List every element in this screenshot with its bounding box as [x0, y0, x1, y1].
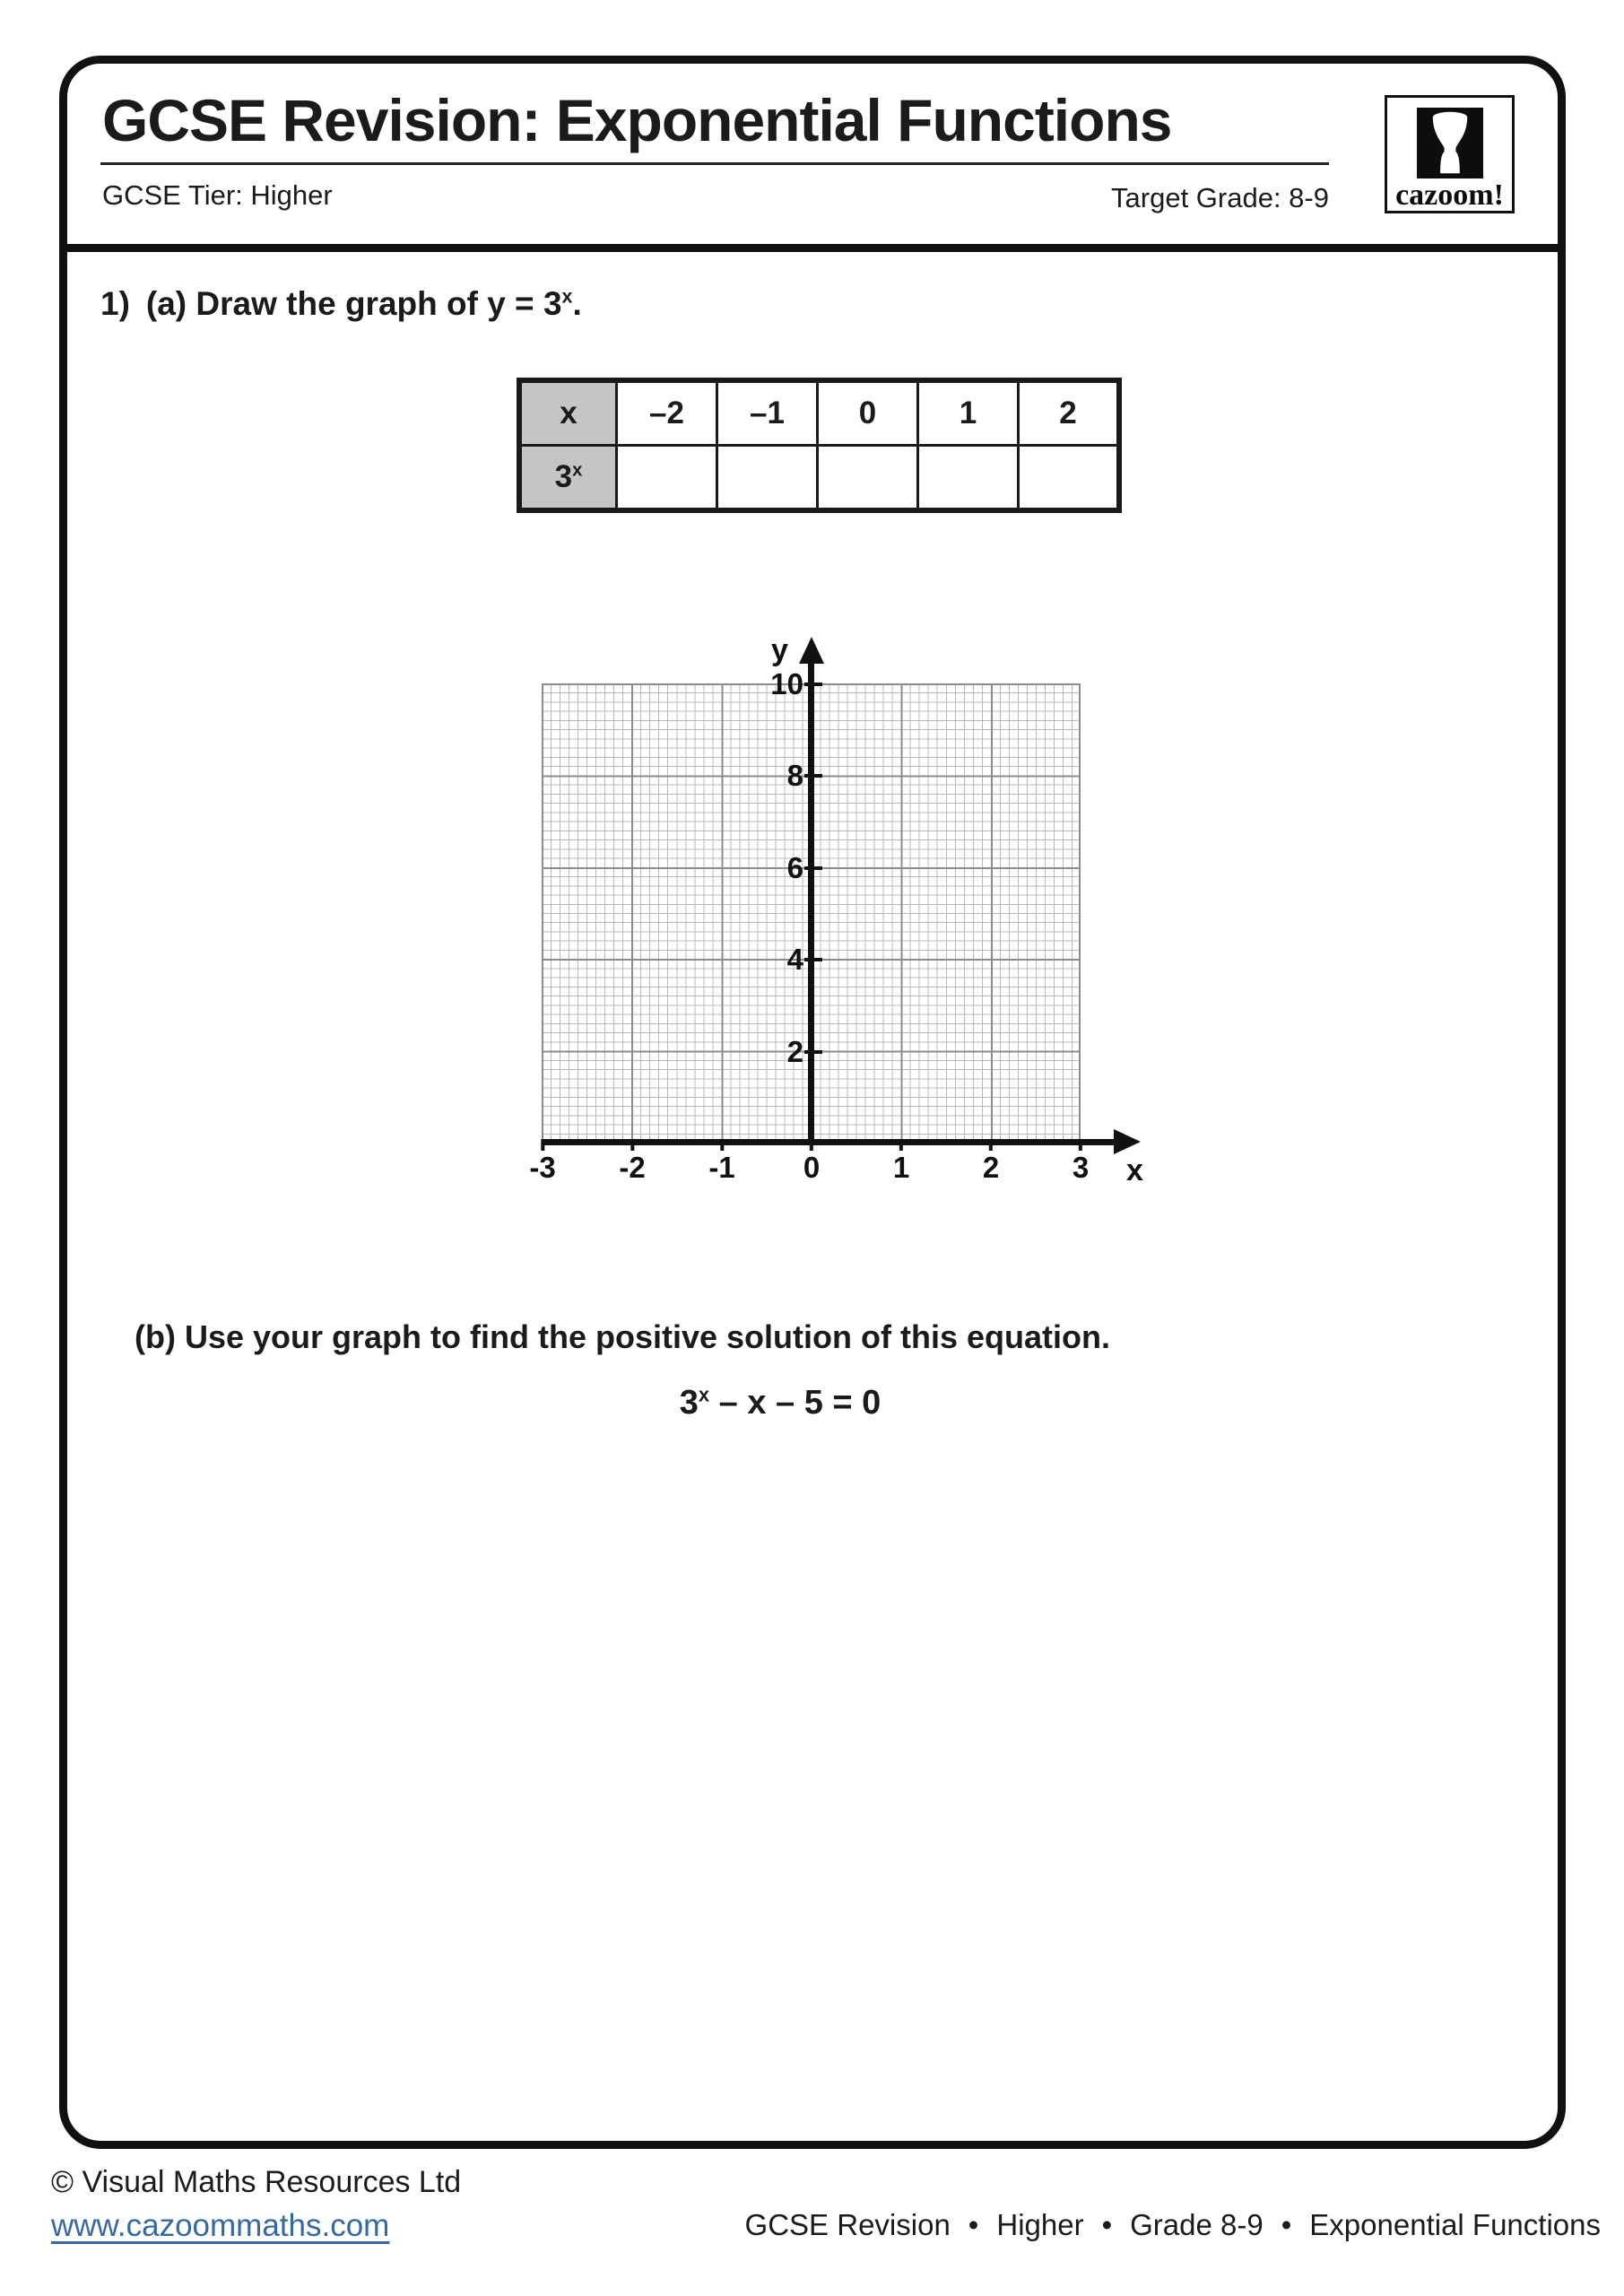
equation-exponent: x	[698, 1383, 710, 1406]
x-value-cell: –2	[617, 381, 717, 446]
x-value-cell: 1	[918, 381, 1019, 446]
page-title: GCSE Revision: Exponential Functions	[102, 87, 1172, 153]
logo-black-square	[1417, 108, 1483, 178]
x-tick-label: 0	[803, 1151, 821, 1184]
footer-part: GCSE Revision	[744, 2208, 951, 2241]
footer-part: Grade 8-9	[1130, 2208, 1264, 2241]
x-tick-label: 2	[982, 1151, 1000, 1184]
x-tick-label: -1	[708, 1151, 735, 1184]
x-tick-label: 1	[892, 1151, 910, 1184]
answer-cell	[717, 446, 818, 510]
target-grade-label: Target Grade: 8-9	[1111, 182, 1329, 213]
y-tick-label: 2	[735, 1037, 803, 1066]
x-tick-label: 3	[1072, 1151, 1090, 1184]
logo-wordmark: cazoom!	[1395, 178, 1504, 212]
values-table	[517, 378, 1121, 512]
3x-header-base: 3	[554, 459, 573, 494]
x-value-cell: 2	[1019, 381, 1119, 446]
question-number: 1)	[100, 285, 130, 322]
djembe-drum-icon	[1421, 109, 1479, 178]
footer-part: Higher	[996, 2208, 1084, 2241]
x-value-cell: 0	[818, 381, 918, 446]
answer-cell	[617, 446, 717, 510]
y-axis-label: y	[771, 633, 788, 667]
table-row-x	[520, 381, 1119, 446]
answer-cell	[1019, 446, 1119, 510]
question-1a	[100, 285, 582, 323]
y-tick-label: 4	[735, 944, 803, 974]
equation	[63, 1384, 1498, 1422]
equation-base: 3	[679, 1384, 699, 1422]
footer-breadcrumb	[745, 2208, 1601, 2242]
x-tick-label: -3	[529, 1151, 556, 1184]
answer-cell	[918, 446, 1019, 510]
y-tick-label: 8	[735, 761, 803, 790]
x-tick-label: -2	[619, 1151, 646, 1184]
website-link[interactable]: www.cazoommaths.com	[51, 2208, 390, 2243]
bullet-separator: •	[1101, 2208, 1113, 2241]
3x-row-header	[520, 446, 617, 510]
y-axis-arrow-icon	[799, 637, 824, 664]
y-tick-label: 6	[735, 853, 803, 883]
question-1a-exponent: x	[561, 285, 573, 308]
x-axis-line	[542, 1139, 1114, 1145]
equation-rest: – x – 5 = 0	[709, 1384, 881, 1422]
header-divider	[65, 244, 1559, 252]
y-axis-line	[808, 649, 814, 1145]
copyright-text: © Visual Maths Resources Ltd	[51, 2165, 462, 2199]
question-1b: (b) Use your graph to find the positive solution of this equation.	[135, 1318, 1110, 1355]
3x-header-exponent: x	[572, 460, 583, 481]
tier-label: GCSE Tier: Higher	[102, 179, 333, 211]
y-tick-label: 10	[735, 669, 803, 699]
title-underline	[100, 162, 1329, 165]
question-1a-text: (a) Draw the graph of y = 3	[145, 285, 562, 322]
table-row-3x	[520, 446, 1119, 510]
x-axis-arrow-icon	[1114, 1129, 1141, 1154]
x-value-cell: –1	[717, 381, 818, 446]
x-axis-label: x	[1126, 1153, 1143, 1187]
bullet-separator: •	[1281, 2208, 1292, 2241]
x-row-header: x	[520, 381, 617, 446]
question-1a-period: .	[572, 285, 582, 322]
bullet-separator: •	[968, 2208, 979, 2241]
footer-part: Exponential Functions	[1309, 2208, 1601, 2241]
answer-cell	[818, 446, 918, 510]
cazoom-logo	[1385, 95, 1515, 213]
